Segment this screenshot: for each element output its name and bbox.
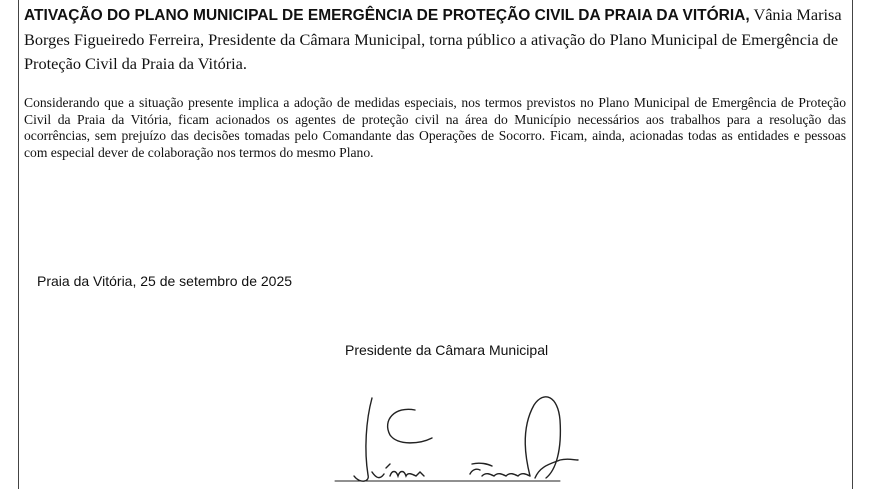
handwritten-signature	[320, 380, 580, 489]
intro-text: Vânia Marisa Borges Figueiredo Ferreira, Presidente da Câmara Municipal, torna público a ativação do Plano Municipal de Emergência de Proteção Civil da Praia da Vitória.	[24, 5, 842, 73]
signatory-role: Presidente da Câmara Municipal	[345, 342, 549, 358]
body-paragraph: Considerando que a situação presente implica a adoção de medidas especiais, nos termos previstos no Plano Municipal de Emergência de Proteção Civil da Praia da Vitória, ficam acionados os agentes de proteção civil na área do Município necessários aos trabalhos para a resolução das ocorrências, sem prejuízo das decisões tomadas pelo Comandante das Operações de Socorro. Ficam, ainda, acionadas todas as entidades e pessoas com especial dever de colaboração nos termos do mesmo Plano.	[24, 95, 846, 160]
notice-title: ATIVAÇÃO DO PLANO MUNICIPAL DE EMERGÊNCIA DE PROTEÇÃO CIVIL DA PRAIA DA VITÓRIA,	[24, 7, 750, 24]
place-date: Praia da Vitória, 25 de setembro de 2025	[37, 273, 293, 289]
intro-paragraph	[24, 3, 844, 76]
